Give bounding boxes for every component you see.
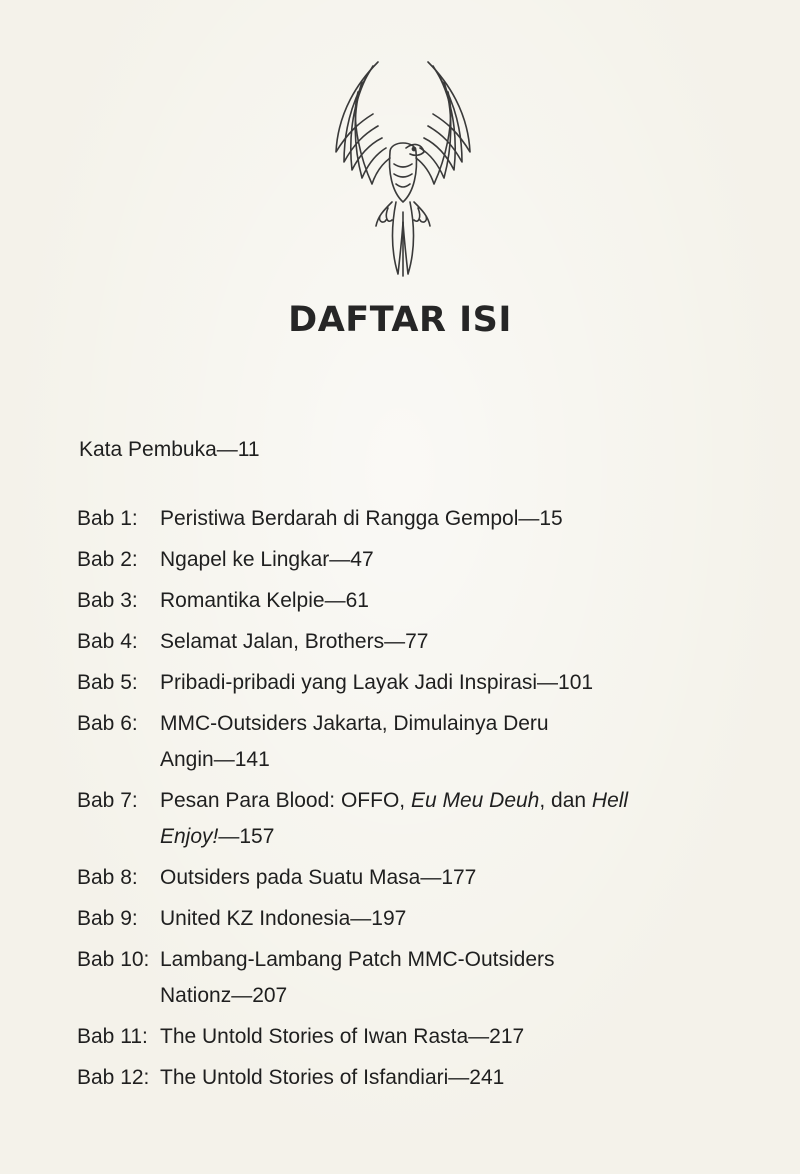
chapter-title-italic: Eu Meu Deuh (410, 789, 540, 812)
chapter-title: Outsiders pada Suatu Masa—177 (160, 866, 477, 889)
chapter-title-part: —157 (218, 825, 275, 848)
chapter-title: The Untold Stories of Iwan Rasta—217 (160, 1025, 525, 1048)
chapter-number: Bab 2: (77, 548, 138, 571)
page-title: DAFTAR ISI (288, 300, 512, 340)
chapter-number: Bab 9: (77, 907, 138, 930)
chapter-title-continuation: Angin—141 (160, 748, 270, 771)
chapter-title (160, 789, 628, 813)
chapter-title-continuation: Nationz—207 (160, 984, 288, 1007)
chapter-title: MMC-Outsiders Jakarta, Dimulainya Deru (160, 712, 549, 735)
chapter-title: Peristiwa Berdarah di Rangga Gempol—15 (160, 507, 563, 530)
chapter-title: The Untold Stories of Isfandiari—241 (160, 1066, 505, 1089)
toc-intro: Kata Pembuka—11 (79, 438, 260, 461)
chapter-title: Lambang-Lambang Patch MMC-Outsiders (160, 948, 555, 971)
chapter-number: Bab 1: (77, 507, 138, 530)
chapter-title: Pribadi-pribadi yang Layak Jadi Inspirasi—101 (160, 671, 594, 694)
chapter-title-italic: Hell (591, 789, 629, 812)
chapter-number: Bab 5: (77, 671, 138, 694)
chapter-title-italic: Enjoy! (160, 825, 219, 848)
chapter-title: Ngapel ke Lingkar—47 (160, 548, 374, 571)
chapter-number: Bab 6: (77, 712, 138, 735)
chapter-number: Bab 12: (77, 1066, 150, 1089)
chapter-title-part: , dan (539, 789, 592, 812)
chapter-number: Bab 11: (77, 1025, 148, 1048)
chapter-number: Bab 10: (77, 948, 150, 971)
chapter-number: Bab 3: (77, 589, 138, 612)
chapter-title-part: Pesan Para Blood: OFFO, (160, 789, 411, 812)
chapter-title-continuation (160, 825, 274, 849)
chapter-title: Selamat Jalan, Brothers—77 (160, 630, 429, 653)
chapter-number: Bab 8: (77, 866, 138, 889)
chapter-title: Romantika Kelpie—61 (160, 589, 369, 612)
chapter-number: Bab 4: (77, 630, 138, 653)
chapter-number: Bab 7: (77, 789, 138, 812)
chapter-title: United KZ Indonesia—197 (160, 907, 407, 930)
